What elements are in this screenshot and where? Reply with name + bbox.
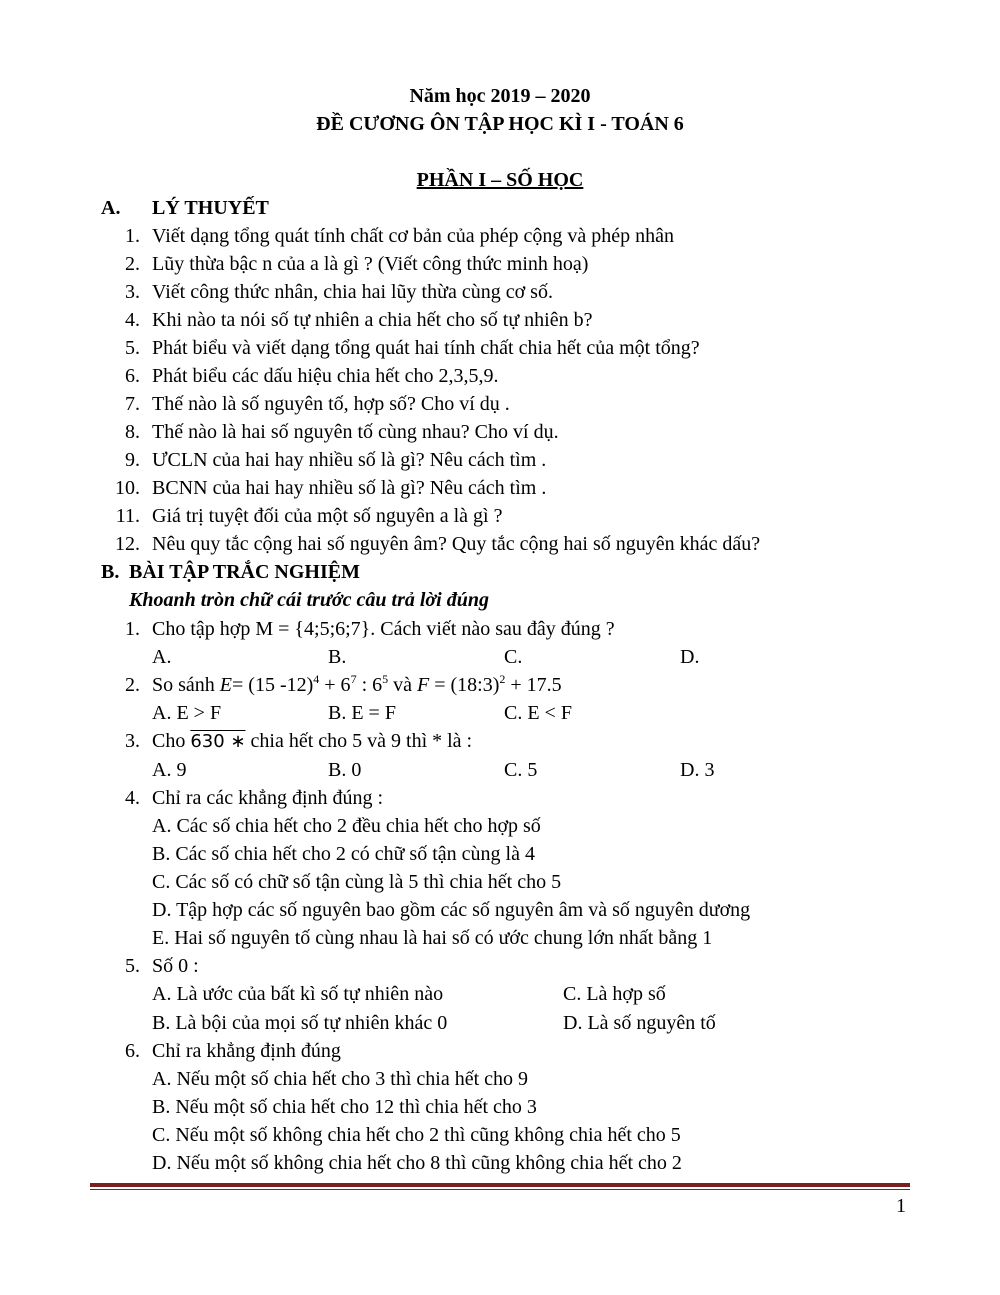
answer-option[interactable]: C. E < F [504, 702, 572, 724]
answer-option[interactable]: B. Là bội của mọi số tự nhiên khác 0 [152, 1012, 448, 1034]
answer-option[interactable]: E. Hai số nguyên tố cùng nhau là hai số có ước chung lớn nhất bằng 1 [152, 927, 713, 949]
question-number: 6. [125, 1040, 140, 1062]
answer-option[interactable]: B. E = F [328, 702, 396, 724]
theory-item: Phát biểu các dấu hiệu chia hết cho 2,3,5,9. [152, 365, 499, 387]
theory-item: Thế nào là hai số nguyên tố cùng nhau? Cho ví dụ. [152, 421, 559, 443]
answer-option[interactable]: B. 0 [328, 759, 362, 781]
question-text: Chỉ ra các khẳng định đúng : [152, 787, 384, 809]
q2-tail: + 17.5 [505, 674, 562, 696]
answer-option[interactable]: D. Nếu một số không chia hết cho 8 thì cũng không chia hết cho 2 [152, 1152, 682, 1174]
theory-number: 6. [125, 365, 140, 387]
theory-number: 4. [125, 309, 140, 331]
theory-number: 8. [125, 421, 140, 443]
answer-option[interactable]: D. Là số nguyên tố [563, 1012, 716, 1034]
theory-number: 9. [125, 449, 140, 471]
answer-option[interactable]: C. Là hợp số [563, 983, 666, 1005]
question-text: Cho tập hợp M = {4;5;6;7}. Cách viết nào sau đây đúng ? [152, 618, 615, 640]
exponent: 2 [499, 672, 506, 686]
answer-option[interactable]: C. [504, 646, 523, 668]
question-number: 5. [125, 955, 140, 977]
theory-item: ƯCLN của hai hay nhiều số là gì? Nêu cách tìm . [152, 449, 547, 471]
answer-option[interactable]: B. Các số chia hết cho 2 có chữ số tận cùng là 4 [152, 843, 535, 865]
answer-option[interactable]: B. [328, 646, 347, 668]
answer-option[interactable]: D. Tập hợp các số nguyên bao gồm các số nguyên âm và số nguyên dương [152, 899, 751, 921]
answer-option[interactable]: B. Nếu một số chia hết cho 12 thì chia hết cho 3 [152, 1096, 537, 1118]
theory-number: 5. [125, 337, 140, 359]
theory-number: 7. [125, 393, 140, 415]
theory-number: 3. [125, 281, 140, 303]
exponent: 7 [350, 672, 357, 686]
instruction: Khoanh tròn chữ cái trước câu trả lời đúng [129, 589, 489, 611]
theory-item: Viết công thức nhân, chia hai lũy thừa cùng cơ số. [152, 281, 553, 303]
document-title: ĐỀ CƯƠNG ÔN TẬP HỌC KÌ I - TOÁN 6 [316, 113, 684, 135]
q2-plus: + 6 [319, 674, 351, 696]
answer-option[interactable]: D. 3 [680, 759, 715, 781]
answer-option[interactable]: C. Các số có chữ số tận cùng là 5 thì chia hết cho 5 [152, 871, 562, 893]
q2-prefix: So sánh [152, 674, 220, 696]
exponent: 5 [382, 672, 389, 686]
question-number: 3. [125, 730, 140, 752]
section-b-title: BÀI TẬP TRẮC NGHIỆM [129, 561, 360, 583]
theory-number: 2. [125, 253, 140, 275]
question-number: 2. [125, 674, 140, 696]
theory-item: BCNN của hai hay nhiều số là gì? Nêu cách tìm . [152, 477, 547, 499]
question-text: Chỉ ra khẳng định đúng [152, 1040, 341, 1062]
part-title: PHẦN I – SỐ HỌC [416, 169, 584, 191]
question-number: 4. [125, 787, 140, 809]
q2-f-expr: = (18:3) [429, 674, 500, 696]
footer-rule-thick [90, 1183, 910, 1187]
q2-e-expr: = (15 -12) [232, 674, 314, 696]
answer-option[interactable]: C. Nếu một số không chia hết cho 2 thì cũng không chia hết cho 5 [152, 1124, 681, 1146]
theory-item: Phát biểu và viết dạng tổng quát hai tính chất chia hết của một tổng? [152, 337, 700, 359]
question-text: Số 0 : [152, 955, 199, 977]
footer-rule-thin [90, 1189, 910, 1190]
answer-option[interactable]: A. Các số chia hết cho 2 đều chia hết cho hợp số [152, 815, 541, 837]
section-a-title: LÝ THUYẾT [152, 197, 269, 219]
answer-option[interactable]: D. [680, 646, 700, 668]
q2-and: và [388, 674, 418, 696]
answer-option[interactable]: A. Là ước của bất kì số tự nhiên nào [152, 983, 444, 1005]
theory-item: Nêu quy tắc cộng hai số nguyên âm? Quy tắc cộng hai số nguyên khác dấu? [152, 533, 761, 555]
q3-prefix: Cho [152, 730, 191, 752]
theory-item: Giá trị tuyệt đối của một số nguyên a là gì ? [152, 505, 503, 527]
section-a-letter: A. [101, 197, 121, 219]
answer-option[interactable]: A. E > F [152, 702, 222, 724]
answer-option[interactable]: A. [152, 646, 172, 668]
theory-item: Khi nào ta nói số tự nhiên a chia hết cho số tự nhiên b? [152, 309, 593, 331]
question-text [152, 731, 472, 751]
theory-number: 10. [115, 477, 140, 499]
theory-number: 11. [115, 505, 140, 527]
answer-option[interactable]: A. 9 [152, 759, 187, 781]
q3-suffix: chia hết cho 5 và 9 thì * là : [245, 730, 473, 752]
answer-option[interactable]: A. Nếu một số chia hết cho 3 thì chia hết cho 9 [152, 1068, 529, 1090]
section-b-letter: B. [101, 561, 120, 583]
answer-option[interactable]: C. 5 [504, 759, 538, 781]
school-year: Năm học 2019 – 2020 [409, 85, 591, 107]
question-number: 1. [125, 618, 140, 640]
question-text [152, 672, 562, 696]
overlined-number: 630 ∗ [190, 731, 246, 752]
q2-div: : 6 [356, 674, 383, 696]
var-f: F [417, 674, 430, 696]
exponent: 4 [313, 672, 320, 686]
theory-number: 1. [125, 225, 140, 247]
page-number: 1 [896, 1195, 906, 1217]
theory-number: 12. [115, 533, 140, 555]
var-e: E [219, 674, 233, 696]
theory-item: Lũy thừa bậc n của a là gì ? (Viết công thức minh hoạ) [152, 253, 589, 275]
theory-item: Viết dạng tổng quát tính chất cơ bản của phép cộng và phép nhân [152, 225, 674, 247]
theory-item: Thế nào là số nguyên tố, hợp số? Cho ví dụ . [152, 393, 510, 415]
